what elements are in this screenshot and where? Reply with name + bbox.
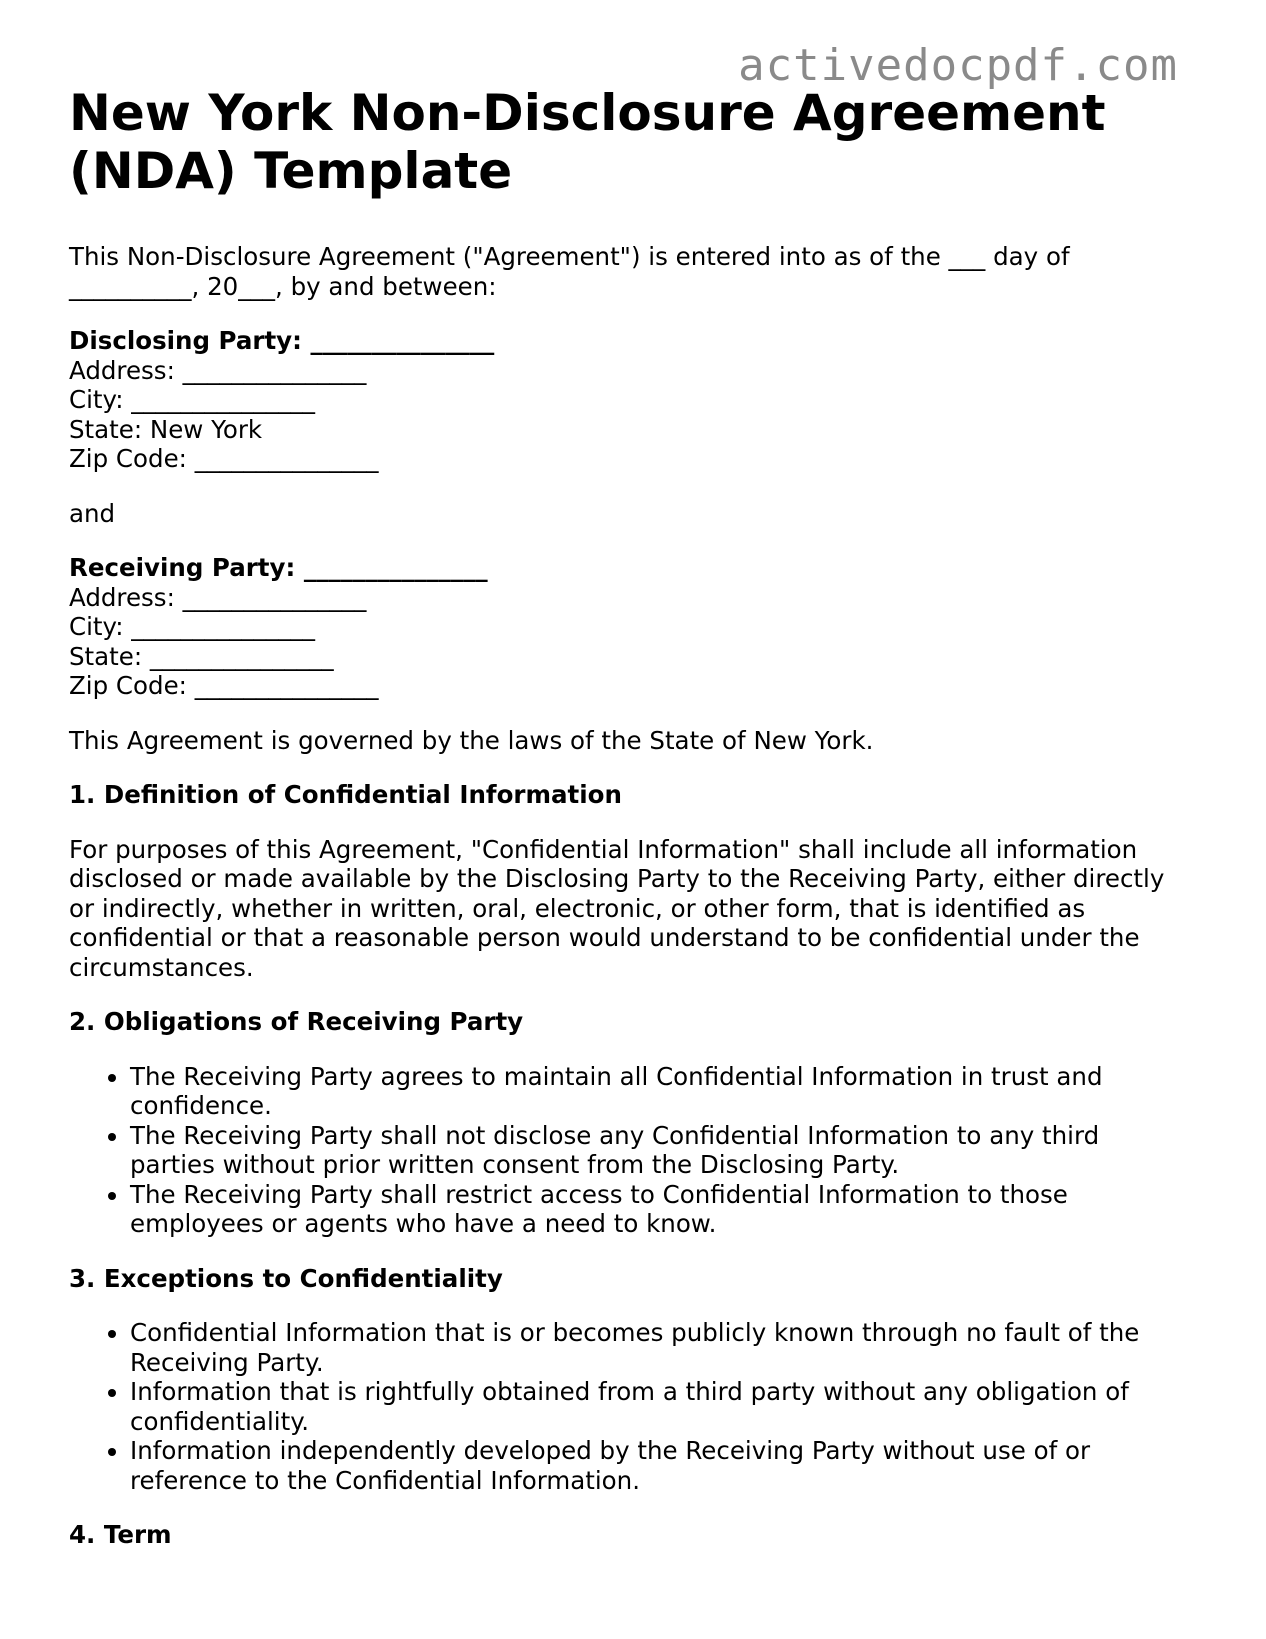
intro-paragraph: This Non-Disclosure Agreement ("Agreement") is entered into as of the ___ day of __________, 20___, by and between: [69,242,1070,301]
disclosing-party-label: Disclosing Party: _______________ [69,326,495,355]
section-heading-obligations: 2. Obligations of Receiving Party [69,1007,524,1036]
list-item: • The Receiving Party agrees to maintain all Confidential Information in trust and confidence. [130,1062,1189,1121]
document-title: New York Non-Disclosure Agreement (NDA) Template [69,84,1106,200]
list-item: • Information independently developed by the Receiving Party without use of or reference to the Confidential Information. [130,1436,1189,1495]
receiving-city: City: _______________ [69,612,316,641]
receiving-party-label: Receiving Party: _______________ [69,553,488,582]
receiving-state: State: _______________ [69,641,334,671]
disclosing-zip: Zip Code: _______________ [69,444,379,473]
obligations-list [69,1062,1189,1239]
list-item: • Confidential Information that is or becomes publicly known through no fault of the Receiving Party. [130,1318,1189,1377]
list-item: • The Receiving Party shall not disclose any Confidential Information to any third parties without prior written consent from the Disclosing Party. [130,1121,1189,1180]
disclosing-city: City: _______________ [69,385,316,414]
document-body [69,84,1189,1550]
disclosing-address: Address: _______________ [69,355,367,385]
disclosing-party-block [69,326,1189,474]
governing-law-text: This Agreement is governed by the laws of the State of New York. [69,725,874,755]
list-item: • The Receiving Party shall restrict access to Confidential Information to those employees or agents who have a need to know. [130,1180,1189,1239]
section-body-definition: For purposes of this Agreement, "Confidential Information" shall include all information disclosed or made available by the Disclosing Party to the Receiving Party, either directly or indirectly, whether in written, oral, electronic, or other form, that is identified as confidential or that a reasonable person would understand to be confidential under the circumstances. [69,834,1165,982]
section-heading-term: 4. Term [69,1520,172,1549]
receiving-party-block [69,553,1189,701]
receiving-zip: Zip Code: _______________ [69,671,379,700]
and-text: and [69,498,116,528]
exceptions-list [69,1318,1189,1495]
list-item: • Information that is rightfully obtained from a third party without any obligation of confidentiality. [130,1377,1189,1436]
section-heading-definition: 1. Definition of Confidential Information [69,780,622,809]
disclosing-state: State: New York [69,414,263,444]
watermark: activedocpdf.com [738,40,1178,91]
section-heading-exceptions: 3. Exceptions to Confidentiality [69,1263,503,1293]
receiving-address: Address: _______________ [69,582,367,612]
